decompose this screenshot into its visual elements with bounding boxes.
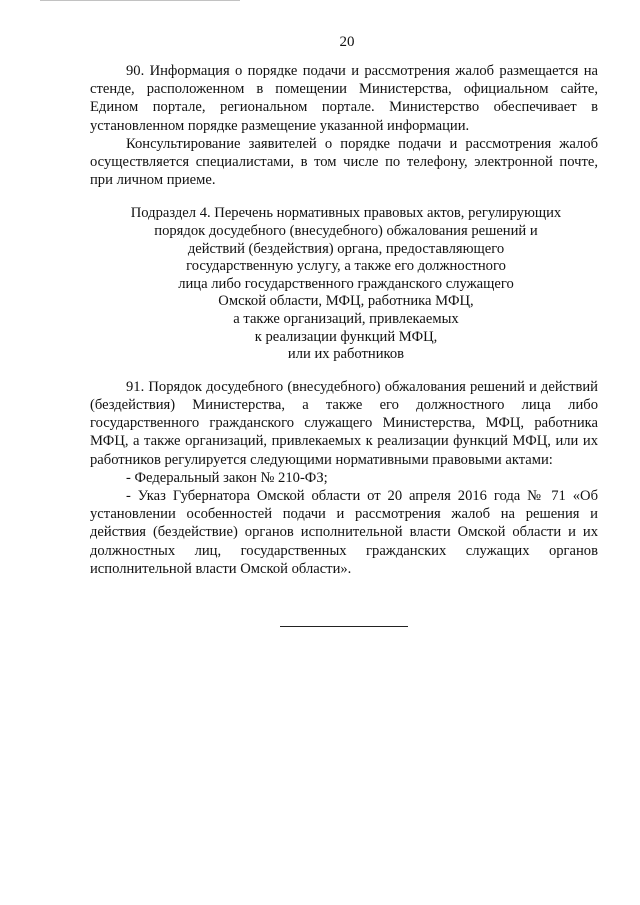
list-item-federal-law: - Федеральный закон № 210-ФЗ; [126, 469, 328, 486]
subsection-title-line: а также организаций, привлекаемых [233, 310, 459, 327]
subsection-title-line: лица либо государственного гражданского служащего [178, 275, 514, 292]
closing-rule [280, 626, 408, 627]
paragraph-90: 90. Информация о порядке подачи и рассмотрения жалоб размещается на стенде, расположенном в помещении Министерства, официальном сайте, Едином портале, региональном портале. Министерство обеспечивает в установленном порядке размещение указанной информации. [90, 63, 598, 134]
document-page [90, 32, 598, 627]
subsection-title-line: к реализации функций МФЦ, [254, 328, 438, 345]
list-item-governor-decree: - Указ Губернатора Омской области от 20 апреля 2016 года № 71 «Об установлении особенностей подачи и рассмотрения жалоб на решения и действия (бездействие) органов исполнительной власти Омской области и их должностных лиц, государственных гражданских служащих органов исполнительной власти Омской области». [90, 487, 598, 577]
subsection-title-line: или их работников [287, 346, 405, 363]
subsection-title-line: Подраздел 4. Перечень нормативных правовых актов, регулирующих [130, 205, 562, 222]
scan-top-mark [40, 0, 240, 5]
paragraph-consultation: Консультирование заявителей о порядке подачи и рассмотрения жалоб осуществляется специалистами, в том числе по телефону, электронной почте, при личном приеме. [90, 135, 598, 189]
subsection-title-line: действий (бездействия) органа, предоставляющего [187, 240, 505, 257]
subsection-title-line: государственную услугу, а также его должностного [186, 258, 506, 275]
subsection-4-title [90, 205, 598, 363]
subsection-title-line: Омской области, МФЦ, работника МФЦ, [218, 293, 474, 310]
paragraph-91: 91. Порядок досудебного (внесудебного) обжалования решений и действий (бездействия) Министерства, а также его должностного лица либо государственного гражданского служащего Министерства, МФЦ, работника МФЦ, а также организаций, привлекаемых к реализации функций МФЦ, или их работников регулируется следующими нормативными правовыми актами: [90, 378, 598, 468]
subsection-title-line: порядок досудебного (внесудебного) обжалования решений и [154, 223, 538, 240]
page-number: 20 [339, 34, 355, 50]
